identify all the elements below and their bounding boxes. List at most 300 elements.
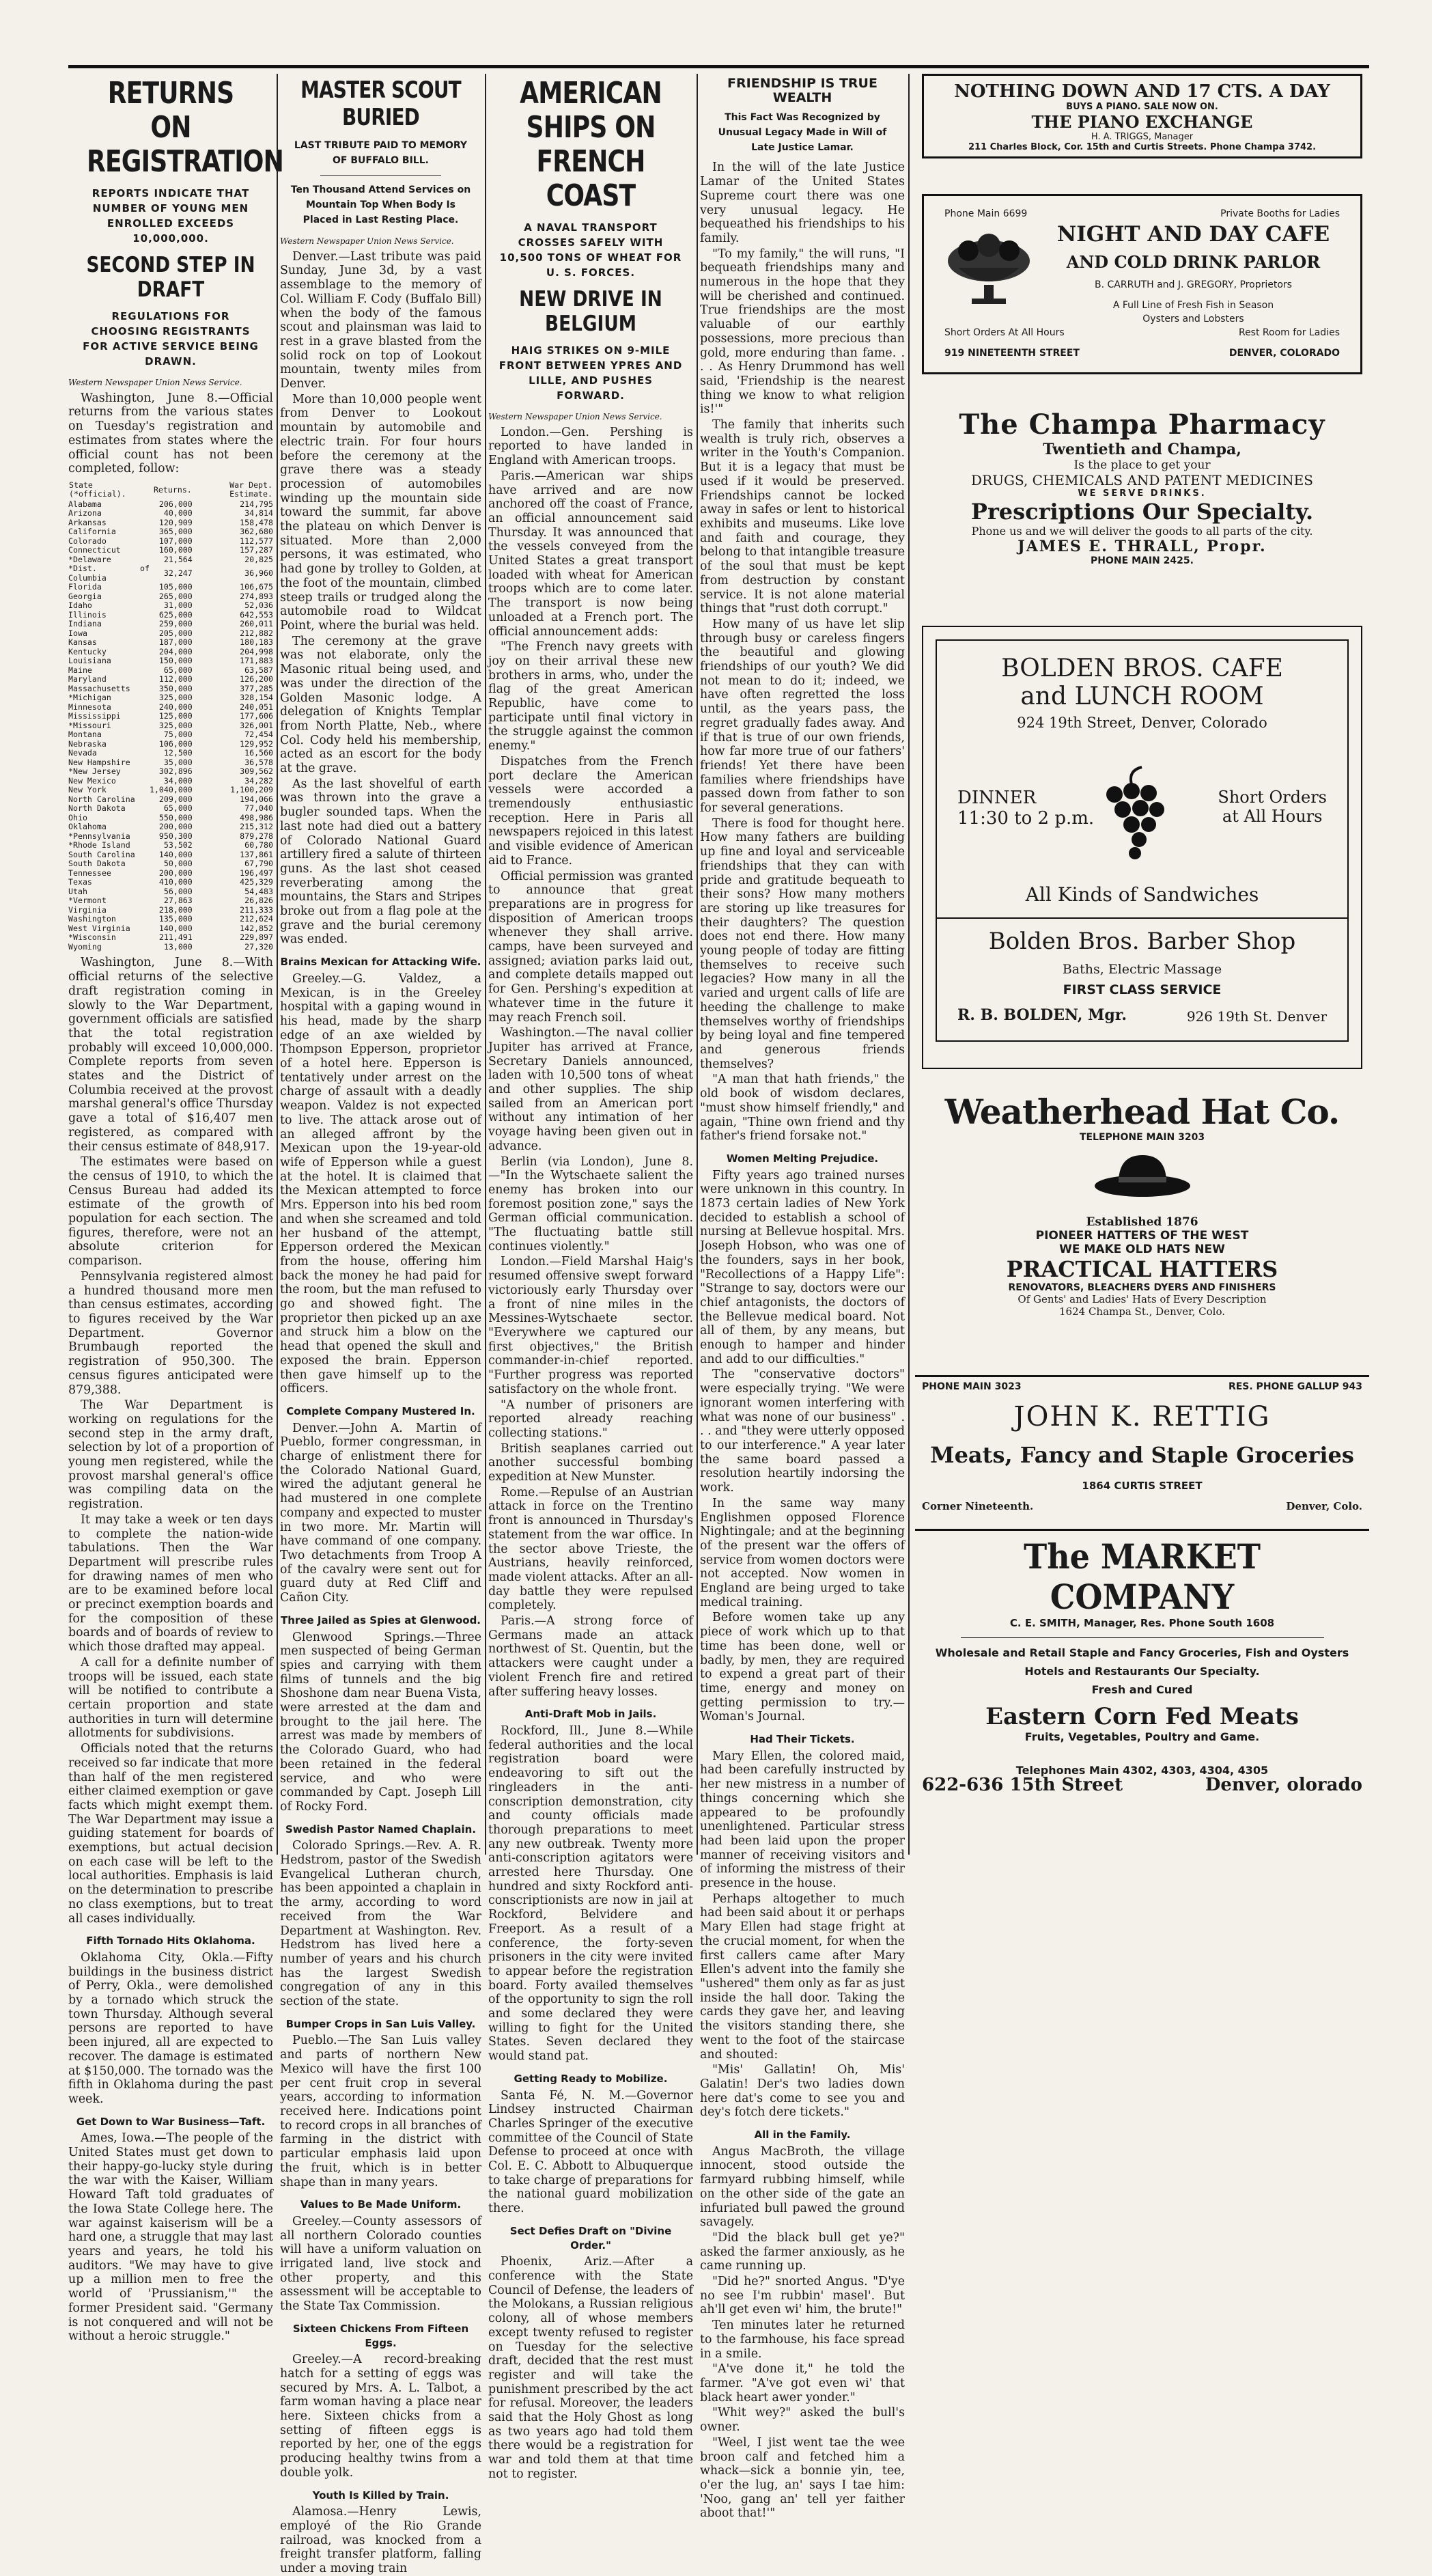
paragraph: Greeley.—G. Valdez, a Mexican, is in the Greeley hospital with a gaping wound in his head, made by the sharp edge of an axe wielded by Thompson Epperson, proprietor of a hotel here. Epperson is tentatively under arrest on the charge of assault with a deadly weapon. Valdez is not expected to live. The attack arose out of an alleged affront by the Mexican upon the 19-year-old wife of Epperson while a guest at the hotel. It is claimed that the Mexican attempted to force Mrs. Epperson into his bed room and when she screamed and told her husband of the attempt, Epperson ordered the Mexican from the house, offering him back the money he had paid for the room, but the man refused to go and showed fight. The proprietor then picked up an axe and struck him a blow on the head that opened the skull and exposed the brain. Epperson then gave himself up to the officers.: [280, 971, 481, 1396]
table-cell-state: Texas: [68, 877, 92, 887]
table-cell-estimate: 34,814: [244, 508, 273, 518]
table-cell-returns: 27,863: [163, 896, 193, 906]
table-cell-returns: 550,000: [158, 812, 193, 822]
table-row: [68, 906, 273, 915]
paragraph: It may take a week or ten days to complete the nation-wide tabulations. Then the War Department will prescribe rules for drawing names of men who are to be examined before local or precinct exemption boards and for the composition of these boards and of boards of review to which those drafted may appeal.: [68, 1512, 273, 1654]
ad-line: 211 Charles Block, Cor. 15th and Curtis Streets. Phone Champa 3742.: [968, 142, 1317, 152]
advertisements: [915, 74, 1369, 1861]
ad-market-company: [915, 1529, 1369, 1866]
ad-line: A Full Line of Fresh Fish in Season: [1112, 300, 1274, 311]
table-cell-state: New Mexico: [68, 775, 116, 786]
subhead: Had Their Tickets.: [750, 1733, 855, 1746]
table-cell-returns: 140,000: [158, 923, 193, 933]
paragraph: "Weel, I jist went tae the wee broon calf and fetched him a whack—sick a bonnie yin, tee, o'er the lug, an' says I tae him: 'Noo, gang an' tell yer faither aboot that!'": [700, 2435, 905, 2521]
ad-line: at All Hours: [1222, 807, 1323, 826]
subhead: Get Down to War Business—Taft.: [76, 2115, 266, 2128]
table-row: [68, 500, 273, 510]
ad-line: Meats, Fancy and Staple Groceries: [930, 1442, 1354, 1468]
subhead: Youth Is Killed by Train.: [312, 2489, 449, 2502]
table-cell-estimate: 36,578: [244, 757, 273, 767]
table-cell-returns: 12,500: [163, 748, 193, 758]
ad-bolden-inner: [936, 639, 1349, 1042]
table-cell-returns: 13,000: [163, 941, 193, 952]
table-cell-estimate: 67,790: [244, 859, 273, 869]
ad-champa-pharmacy: [915, 408, 1369, 613]
table-row: [68, 601, 273, 611]
table-cell-estimate: 274,893: [240, 591, 273, 601]
table-cell-returns: 218,000: [158, 904, 193, 915]
table-row: [68, 693, 273, 703]
table-row: [68, 656, 273, 666]
table-cell-returns: 105,000: [158, 582, 193, 592]
ad-line: Is the place to get your: [1073, 458, 1211, 472]
paragraph: Colorado Springs.—Rev. A. R. Hedstrom, pastor of the Swedish Evangelical Lutheran church, has been appointed a chaplain in the army, according to word received from the War Department at Washington. Rev. Hedstrom has lived here a number of years and his church has the largest Swedish congregation of any in this section of the state.: [280, 1839, 481, 2009]
ad-piano-exchange: [922, 74, 1362, 158]
table-row: [68, 509, 273, 518]
paragraph: Berlin (via London), June 8.—"In the Wytschaete salient the enemy has broken into our foremost position zone," says the German official communication. "The fluctuating battle still continues violently.": [488, 1154, 693, 1254]
table-cell-returns: 240,000: [158, 702, 193, 712]
ad-name: BOLDEN BROS. CAFE: [1001, 654, 1283, 682]
ad-line: Phone us and we will deliver the goods to all parts of the city.: [971, 525, 1313, 538]
ad-line: Rest Room for Ladies: [1238, 327, 1340, 338]
headline-new-drive: NEW DRIVE IN BELGIUM: [519, 287, 662, 336]
subhead: Fifth Tornado Hits Oklahoma.: [86, 1935, 255, 1948]
table-cell-estimate: 211,333: [240, 904, 273, 915]
table-cell-returns: 75,000: [163, 730, 193, 740]
subhead: Bumper Crops in San Luis Valley.: [285, 2017, 476, 2030]
deck: A NAVAL TRANSPORT CROSSES SAFELY WITH 10,500 TONS OF WHEAT FOR U. S. FORCES.: [499, 221, 682, 279]
table-cell-state: South Dakota: [68, 859, 126, 869]
column-american-ships: [488, 74, 693, 2481]
ad-line: 1864 CURTIS STREET: [1082, 1480, 1203, 1492]
ad-line: 622-636 15th Street: [922, 1775, 1123, 1795]
table-row: [68, 730, 273, 740]
paragraph: "A've done it," he told the farmer. "A've got even wi' that black heart awer yonder.": [700, 2362, 905, 2405]
table-cell-returns: 135,000: [158, 914, 193, 924]
headline-friendship: FRIENDSHIP IS TRUE WEALTH: [727, 76, 878, 105]
ad-line: JAMES E. THRALL, Propr.: [1017, 538, 1267, 555]
ad-line: Eastern Corn Fed Meats: [985, 1703, 1299, 1730]
subhead: Anti-Draft Mob in Jails.: [524, 1708, 657, 1721]
table-cell-state: South Carolina: [68, 849, 135, 859]
table-row: [68, 518, 273, 528]
paragraph: Official permission was granted to announce that great preparations are in progress for disposition of American troops whenever they shall arrive. camps, have been surveyed and assigned; aviation parks laid out, and complete details mapped out for Gen. Pershing's expedition at whatever time in the future it may reach French soil.: [488, 869, 693, 1025]
table-cell-estimate: 642,553: [240, 609, 273, 620]
table-cell-state: New Hampshire: [68, 757, 130, 767]
table-row: [68, 896, 273, 906]
paragraph: Greeley.—County assessors of all northern Colorado counties will have a uniform valuation on irrigated land, live stock and other property, and this assessment will be acceptable to the State Tax Commission.: [280, 2214, 481, 2314]
table-cell-state: Idaho: [68, 600, 92, 611]
table-row: [68, 721, 273, 731]
paragraph: Santa Fé, N. M.—Governor Lindsey instructed Chairman Charles Springer of the executive committee of the Council of State Defense to proceed at once with Col. E. C. Abbott to Albuquerque to take charge of preparations for the national guard mobilization there.: [488, 2088, 693, 2216]
ad-line: 926 19th St. Denver: [1186, 1008, 1327, 1025]
ad-line: Fresh and Cured: [1091, 1683, 1193, 1696]
table-cell-returns: 204,000: [158, 646, 193, 656]
ad-line: NOTHING DOWN AND 17 CTS. A DAY: [954, 81, 1330, 102]
table-cell-estimate: 16,560: [244, 748, 273, 758]
table-cell-state: New York: [68, 785, 107, 795]
ad-line: Phone Main 6699: [944, 208, 1028, 219]
table-cell-state: Utah: [68, 886, 87, 896]
table-cell-state: *Michigan: [68, 693, 111, 703]
table-row: [68, 684, 273, 694]
paragraph: Ames, Iowa.—The people of the United States must get down to their happy-go-lucky style during the war with the Kaiser, William Howard Taft told graduates of the Iowa State College here. The war against kaiserism will be a hard one, a struggle that may last years and years, he told his auditors. "We may have to give up a million men to free the world of 'Prussianism,'" the former President said. "Germany is not conquered and will not be without a heroic struggle.": [68, 2131, 273, 2344]
table-cell-estimate: 214,795: [240, 499, 273, 509]
ad-line: Corner Nineteenth.: [922, 1500, 1034, 1512]
table-cell-returns: 187,000: [158, 637, 193, 648]
column-master-scout: [280, 74, 481, 2576]
table-cell-estimate: 328,154: [240, 693, 273, 703]
ad-name: AND COLD DRINK PARLOR: [1066, 252, 1321, 272]
ad-line: Short Orders: [1218, 788, 1327, 807]
table-cell-returns: 206,000: [158, 499, 193, 509]
table-cell-returns: 21,564: [163, 554, 193, 564]
column-rule: [485, 74, 486, 1855]
table-cell-state: Ohio: [68, 812, 87, 822]
paragraph: Paris.—American war ships have arrived and are now anchored off the coast of France, an official announcement said Thursday. It was announced that the vessels conveyed from the United States a great transport loaded with wheat for American troops which are to come later. The transport is now being unloaded at a French port. The official announcement adds:: [488, 469, 693, 639]
table-cell-estimate: 52,036: [244, 600, 273, 611]
table-cell-estimate: 177,606: [240, 711, 273, 721]
ad-line: DINNER: [957, 788, 1037, 808]
table-cell-estimate: 229,897: [240, 932, 273, 943]
table-cell-state: *Dist. of Columbia: [68, 564, 150, 583]
table-cell-returns: 50,000: [163, 859, 193, 869]
ad-line: RES. PHONE GALLUP 943: [1228, 1381, 1362, 1392]
column-rule: [908, 74, 910, 1855]
table-cell-returns: 150,000: [158, 656, 193, 666]
table-row: [68, 878, 273, 887]
headline-second-step: SECOND STEP IN DRAFT: [86, 253, 255, 302]
credit-line: Western Newspaper Union News Service.: [280, 236, 454, 246]
ad-line: Of Gents' and Ladies' Hats of Every Description: [1017, 1293, 1267, 1305]
ad-line: Established 1876: [1086, 1215, 1198, 1229]
ad-line: Oysters and Lobsters: [1142, 314, 1244, 324]
table-cell-state: Georgia: [68, 591, 102, 601]
table-cell-state: Tennessee: [68, 868, 111, 878]
table-cell-state: Alabama: [68, 499, 102, 509]
ad-line: PIONEER HATTERS OF THE WEST: [1035, 1229, 1249, 1243]
paragraph: In the will of the late Justice Lamar of the United States Supreme court there was one very unusual legacy. He bequeathed his friendships to his family.: [700, 161, 905, 245]
ad-line: R. B. BOLDEN, Mgr.: [957, 1006, 1127, 1024]
newspaper-page: [68, 65, 1369, 2576]
paragraph: "To my family," the will runs, "I bequeath friendships many and numerous in the hope that they will be cherished and continued. True friendships are the most valuable of our earthly possessions, more precious than gold, more enduring than fame. . . . As Henry Drummond has well said, 'Friendship is the nearest thing we know to what religion is!'": [700, 247, 905, 417]
table-header: War Dept. Estimate.: [229, 480, 272, 499]
paragraph: "The French navy greets with joy on their arrival these new brothers in arms, who, under the flag of the great American Republic, have come to participate until final victory in the struggle against the common enemy.": [488, 640, 693, 753]
table-cell-estimate: 212,624: [240, 914, 273, 924]
table-cell-returns: 125,000: [158, 711, 193, 721]
paragraph: How many of us have let slip through busy or careless fingers the beautiful and glowing friendships of our youth? We did not mean to do it; indeed, we have often regretted the loss until, as the years pass, the regret gradually fades away. And if that is true of our own friends, how far more true of our fathers' friends! Yet there have been families where friendships have passed down from father to son for several generations.: [700, 617, 905, 816]
paragraph: The estimates were based on the census of 1910, to which the Census Bureau had added its estimate of the growth of population for each section. The figures, therefore, were not an absolute criterion for comparison.: [68, 1155, 273, 1269]
table-row: [68, 712, 273, 721]
table-cell-state: Maine: [68, 665, 92, 675]
table-cell-returns: 211,491: [158, 932, 193, 943]
paragraph: As the last shovelful of earth was thrown into the grave a bugler sounded taps. When the last note had died out a battery of Colorado National Guard artillery fired a salute of thirteen guns. As the last shot ceased reverberating among the mountains, the Stars and Stripes broke out from a flag pole at the grave and the burial ceremony was ended.: [280, 777, 481, 947]
paragraph: The ceremony at the grave was not elaborate, only the Masonic ritual being used, and was under the direction of the Golden Masonic lodge. A delegation of Knights Templar from North Platte, Neb., where Col. Cody held his membership, acted as an escort for the body at the grave.: [280, 634, 481, 776]
divider: [320, 175, 441, 176]
table-cell-state: Arkansas: [68, 517, 107, 527]
subhead: Values to Be Made Uniform.: [300, 2198, 462, 2211]
table-cell-estimate: 309,562: [240, 766, 273, 777]
headline-returns: RETURNS ON REGISTRATION: [87, 76, 284, 179]
ad-weatherhead-hat: [915, 1092, 1369, 1379]
ad-line: B. CARRUTH and J. GREGORY, Proprietors: [1095, 279, 1292, 290]
paragraph: A call for a definite number of troops will be issued, each state will be notified to contribute a certain proportion and state authorities in turn will determine allotments for subdivisions.: [68, 1655, 273, 1741]
table-cell-returns: 1,040,000: [149, 785, 193, 795]
credit-line: Western Newspaper Union News Service.: [488, 412, 662, 421]
table-cell-state: Florida: [68, 582, 102, 592]
ad-name: Weatherhead Hat Co.: [944, 1092, 1340, 1132]
paragraph: Denver.—John A. Martin of Pueblo, former congressman, in charge of enlistment there for the Colorado National Guard, wired the adjutant general he had mustered in one complete company and expected to muster in two more. Mr. Martin will have command of one company. Two detachments from Troop A of the cavalry were sent out for guard duty at Red Cliff and Cañon City.: [280, 1421, 481, 1605]
paragraph: "A man that hath friends," the old book of wisdom declares, "must show himself friendly," and again, "Thine own friend and thy father's friend forsake not.": [700, 1072, 905, 1144]
table-cell-estimate: 20,825: [244, 554, 273, 564]
table-cell-returns: 200,000: [158, 868, 193, 878]
table-cell-returns: 112,000: [158, 674, 193, 684]
table-row: [68, 592, 273, 602]
hat-icon: [1091, 1148, 1194, 1210]
table-cell-state: *Delaware: [68, 554, 111, 564]
table-cell-estimate: 260,011: [240, 619, 273, 629]
ad-line: DENVER, COLORADO: [1229, 348, 1340, 359]
table-row: [68, 740, 273, 749]
table-cell-returns: 950,300: [158, 831, 193, 841]
deck-returns: REPORTS INDICATE THAT NUMBER OF YOUNG MEN ENROLLED EXCEEDS 10,000,000.: [92, 187, 250, 245]
table-row: [68, 850, 273, 860]
table-cell-returns: 65,000: [163, 803, 193, 814]
deck: This Fact Was Recognized by Unusual Legacy Made in Will of Late Justice Lamar.: [718, 112, 887, 154]
ad-line: Twentieth and Champa,: [1043, 441, 1241, 458]
paragraph: Dispatches from the French port declare the American vessels were accorded a tremendously enthusiastic reception. Here in Paris all newspapers rejoiced in this latest and visible evidence of American aid to France.: [488, 754, 693, 868]
table-cell-returns: 53,502: [163, 840, 193, 850]
ad-line: Private Booths for Ladies: [1220, 208, 1340, 219]
paragraph: Alamosa.—Henry Lewis, employé of the Rio Grande railroad, was knocked from a freight transfer platform, falling under a moving train: [280, 2505, 481, 2576]
table-cell-estimate: 60,780: [244, 840, 273, 850]
table-row: [68, 648, 273, 657]
ad-night-and-day-cafe: [922, 194, 1362, 374]
table-cell-returns: 35,000: [163, 757, 193, 767]
subhead: Brains Mexican for Attacking Wife.: [280, 956, 481, 969]
table-cell-state: Virginia: [68, 904, 107, 915]
table-cell-estimate: 106,675: [240, 582, 273, 592]
table-cell-estimate: 158,478: [240, 517, 273, 527]
ad-line: 1624 Champa St., Denver, Colo.: [1059, 1305, 1225, 1318]
registration-table: [68, 480, 273, 952]
table-cell-returns: 265,000: [158, 591, 193, 601]
table-cell-estimate: 425,329: [240, 877, 273, 887]
paragraph: "A number of prisoners are reported already reaching collecting stations.": [488, 1398, 693, 1440]
ad-line: Denver, Colo.: [1286, 1500, 1362, 1512]
ad-line: PHONE MAIN 3023: [922, 1381, 1022, 1392]
table-row: [68, 583, 273, 592]
divider: [937, 917, 1347, 919]
table-cell-returns: 140,000: [158, 849, 193, 859]
paragraph: The family that inherits such wealth is truly rich, observes a writer in the Youth's Companion. But it is a legacy that must be used if it would be preserved. Friendships cannot be locked away in safes or lent to historical exhibits and museums. Like love and faith and courage, they belong to that intangible treasure of the soul that must be kept from destruction by constant service. It is not alone material things that "rust doth corrupt.": [700, 418, 905, 616]
table-row: [68, 786, 273, 795]
table-cell-estimate: 129,952: [240, 738, 273, 749]
table-row: [68, 564, 273, 583]
table-cell-estimate: 196,497: [240, 868, 273, 878]
paragraph: London.—Field Marshal Haig's resumed offensive swept forward victoriously early Thursday over a front of nine miles in the Messines-Wytschaete sector. "Everywhere we captured our first objectives," the British commander-in-chief reported. "Further progress was reported satisfactory on the whole front.: [488, 1255, 693, 1396]
table-cell-state: North Dakota: [68, 803, 126, 814]
table-row: [68, 638, 273, 648]
table-row: [68, 703, 273, 712]
subhead: Sect Defies Draft on "Divine Order.": [509, 2224, 672, 2252]
subhead: Complete Company Mustered In.: [286, 1404, 475, 1417]
subhead: Swedish Pastor Named Chaplain.: [285, 1823, 477, 1836]
deck: Ten Thousand Attend Services on Mountain Top When Body Is Placed in Last Resting Place.: [290, 184, 471, 225]
table-cell-estimate: 240,051: [240, 702, 273, 712]
table-row: [68, 933, 273, 943]
table-cell-estimate: 157,287: [240, 545, 273, 555]
deck-second-step: REGULATIONS FOR CHOOSING REGISTRANTS FOR ACTIVE SERVICE BEING DRAWN.: [83, 310, 259, 368]
paragraph: Before women take up any piece of work which up to that time has been done, well or badly, by men, they are required to expend a great part of their time, energy and money on getting permission to try.—Woman's Journal.: [700, 1611, 905, 1724]
ad-line: Wholesale and Retail Staple and Fancy Groceries, Fish and Oysters: [935, 1646, 1349, 1659]
paragraph: British seaplanes carried out another successful bombing expedition at New Munster.: [488, 1441, 693, 1484]
ad-line: Hotels and Restaurants Our Specialty.: [1024, 1665, 1260, 1678]
table-cell-state: Connecticut: [68, 545, 121, 555]
table-cell-state: Washington: [68, 914, 116, 924]
paragraph: Mary Ellen, the colored maid, had been carefully instructed by her new mistress in a number of things concerning which she appeared to be profoundly unenlightened. Particular stress had been laid upon the proper manner of receiving visitors and of informing the mistress of their presence in the house.: [700, 1749, 905, 1891]
table-cell-estimate: 63,587: [244, 665, 273, 675]
table-cell-returns: 32,247: [163, 568, 193, 579]
table-cell-estimate: 142,852: [240, 923, 273, 933]
ad-line: 924 19th Street, Denver, Colorado: [1017, 715, 1267, 731]
paragraph: More than 10,000 people went from Denver to Lookout mountain by automobile and electric train. For four hours before the ceremony at the grave there was a steady procession of automobiles winding up the mountain side toward the summit, far above the plateau on which Denver is situated. More than 2,000 persons, it was estimated, who had gone by trolley to Golden, at the foot of the mountain, climbed steep trails or trudged along the automobile road to Wildcat Point, where the burial was held.: [280, 392, 481, 633]
ad-bolden-bros: [922, 626, 1362, 1069]
table-cell-estimate: 879,278: [240, 831, 273, 841]
ad-line: FIRST CLASS SERVICE: [1063, 982, 1222, 997]
table-cell-state: North Carolina: [68, 794, 135, 804]
table-cell-returns: 209,000: [158, 794, 193, 804]
table-cell-state: Mississippi: [68, 711, 121, 721]
ad-line: DRUGS, CHEMICALS AND PATENT MEDICINES: [971, 472, 1313, 488]
ad-line: Denver, olorado: [1205, 1775, 1362, 1795]
paragraph: The War Department is working on regulations for the second step in the army draft, selection by lot of a proportion of young men registered, while the provost marshal general's office was compiling data on the registration.: [68, 1398, 273, 1512]
table-row: [68, 822, 273, 832]
table-cell-returns: 365,000: [158, 527, 193, 537]
table-cell-returns: 325,000: [158, 693, 193, 703]
table-cell-returns: 107,000: [158, 536, 193, 546]
table-cell-state: Illinois: [68, 609, 107, 620]
table-cell-state: Nevada: [68, 748, 97, 758]
table-row: [68, 611, 273, 620]
table-cell-state: West Virginia: [68, 923, 130, 933]
table-cell-estimate: 1,100,209: [230, 785, 273, 795]
subhead: Three Jailed as Spies at Glenwood.: [281, 1614, 481, 1626]
table-cell-state: Nebraska: [68, 738, 107, 749]
table-cell-returns: 259,000: [158, 619, 193, 629]
table-cell-state: *New Jersey: [68, 766, 121, 777]
deck: HAIG STRIKES ON 9-MILE FRONT BETWEEN YPRES AND LILLE, AND PUSHES FORWARD.: [499, 344, 683, 402]
paragraph: "Mis' Gallatin! Oh, Mis' Galatin! Der's two ladies down here dat's come to see you and dey's fotch dere tickets.": [700, 2063, 905, 2120]
table-cell-state: Minnesota: [68, 702, 111, 712]
paragraph: Pennsylvania registered almost a hundred thousand more men than census estimates, according to figures received by the War Department. Governor Brumbaugh reported the registration of 950,300. The census figures anticipated were 879,388.: [68, 1269, 273, 1397]
ad-line: Baths, Electric Massage: [1062, 962, 1222, 977]
table-cell-estimate: 171,883: [240, 656, 273, 666]
table-cell-state: Montana: [68, 730, 102, 740]
fruit-bowl-icon: [938, 223, 1040, 312]
table-cell-state: Kansas: [68, 637, 97, 648]
table-cell-returns: 410,000: [158, 877, 193, 887]
table-cell-returns: 34,000: [163, 775, 193, 786]
table-cell-estimate: 498,986: [240, 812, 273, 822]
table-cell-returns: 56,000: [163, 886, 193, 896]
ad-line: TELEPHONE MAIN 3203: [1079, 1132, 1205, 1143]
ad-line: BUYS A PIANO. SALE NOW ON.: [1066, 102, 1218, 112]
table-cell-returns: 625,000: [158, 609, 193, 620]
ad-line: RENOVATORS, BLEACHERS DYERS AND FINISHERS: [1008, 1282, 1276, 1293]
table-row: [68, 887, 273, 897]
table-header: Returns.: [153, 484, 192, 495]
table-cell-estimate: 36,960: [244, 568, 273, 579]
table-row: [68, 804, 273, 814]
ad-name: The Champa Pharmacy: [959, 408, 1325, 441]
paragraph: "Whit wey?" asked the bull's owner.: [700, 2406, 905, 2435]
table-cell-returns: 106,000: [158, 738, 193, 749]
divider: [961, 1637, 1324, 1638]
ad-line: Short Orders At All Hours: [944, 327, 1065, 338]
table-row: [68, 915, 273, 924]
headline-master-scout: MASTER SCOUT BURIED: [300, 77, 461, 131]
paragraph: There is food for thought here. How many fathers are building up fine and loyal and serviceable friendships that they can with pride and gratitude bequeath to their sons? How many mothers are storing up like treasures for their daughters? The question does not end there. How many young people of today are fitting themselves to receive such legacies? How many in all the varied and urgent calls of life are heeding the challenge to make themselves worthy of friendships by being loyal and fine tempered and generous friends themselves?: [700, 816, 905, 1071]
table-cell-estimate: 27,320: [244, 941, 273, 952]
grapes-icon: [1094, 767, 1176, 870]
table-cell-state: Oklahoma: [68, 822, 107, 832]
paragraph: Fifty years ago trained nurses were unknown in this country. In 1873 certain ladies of New York decided to establish a school of nursing at Bellevue hospital. Mrs. Joseph Hobson, who was one of the founders, says in her book, "Recollections of a Happy Life": "Strange to say, doctors were our chief antagonists, the doctors of the Bellevue medical board. Not all of them, by any means, but enough to hamper and hinder and add to our difficulties.": [700, 1168, 905, 1366]
table-cell-estimate: 215,312: [240, 822, 273, 832]
short-orders-block: [1218, 788, 1327, 826]
table-cell-state: *Rhode Island: [68, 840, 130, 850]
deck: LAST TRIBUTE PAID TO MEMORY OF BUFFALO BILL.: [294, 140, 468, 166]
table-header: State (*official).: [69, 480, 126, 499]
table-cell-state: Maryland: [68, 674, 107, 684]
table-row: [68, 795, 273, 805]
ad-line: Fruits, Vegetables, Poultry and Game.: [1024, 1730, 1260, 1743]
table-cell-estimate: 194,066: [240, 794, 273, 804]
table-row: [68, 620, 273, 629]
table-row: [68, 859, 273, 869]
table-cell-state: Arizona: [68, 508, 102, 518]
paragraph: "Did the black bull get ye?" asked the farmer anxiously, as he came running up.: [700, 2230, 905, 2273]
paragraph: Glenwood Springs.—Three men suspected of being German spies and carrying with them films of tunnels and the big Shoshone dam near Buena Vista, were arrested at the dam and brought to the jail here. The arrest was made by members of the Colorado Guard, who had been retained in the federal service, and who were commanded by Capt. Joseph Lill of Rocky Ford.: [280, 1630, 481, 1814]
ad-name: and LUNCH ROOM: [1020, 682, 1264, 710]
table-cell-state: Louisiana: [68, 656, 111, 666]
table-cell-estimate: 362,680: [240, 527, 273, 537]
paragraph: Angus MacBroth, the village innocent, stood outside the farmyard rubbing himself, while on the other side of the gate an infuriated bull pawed the ground savagely.: [700, 2144, 905, 2230]
paragraph: Ten minutes later he returned to the farmhouse, his face spread in a smile.: [700, 2318, 905, 2361]
subhead: Getting Ready to Mobilize.: [514, 2072, 668, 2085]
table-cell-state: *Pennsylvania: [68, 831, 130, 841]
paragraph: Greeley.—A record-breaking hatch for a setting of eggs was secured by Mrs. A. L. Talbot, a farm woman having a place near here. Sixteen chicks from a setting of fifteen eggs is reported by her, one of the eggs producing healthy twins from a double yolk.: [280, 2353, 481, 2480]
paragraph: Pueblo.—The San Luis valley and parts of northern New Mexico will have the first 100 per cent fruit crop in several years, according to information received here. Indications point to record crops in all branches of farming in the district with particular emphasis laid upon the fruit, which is in better shape than in many years.: [280, 2034, 481, 2189]
paragraph: Washington, June 8.—Official returns from the various states on Tuesday's registration and estimates from states where the official count has not been completed, follow:: [68, 391, 273, 476]
ad-line: C. E. SMITH, Manager, Res. Phone South 1608: [1009, 1617, 1275, 1629]
table-row: [68, 924, 273, 934]
column-registration: [68, 74, 284, 2344]
paragraph: Paris.—A strong force of Germans made an attack northwest of St. Quentin, but the attackers were caught under a violent French fire and retired after suffering heavy losses.: [488, 1614, 693, 1699]
headline-american-ships: AMERICAN SHIPS ON FRENCH COAST: [520, 76, 662, 213]
table-row: [68, 767, 273, 777]
table-cell-state: *Wisconsin: [68, 932, 116, 943]
ad-line: Prescriptions Our Specialty.: [970, 499, 1314, 525]
table-row: [68, 832, 273, 842]
paragraph: Rockford, Ill., June 8.—While federal authorities and the local registration board were endeavoring to sift out the ringleaders in the anti-conscription demonstration, city and county officials made thorough preparations to meet any new outbreak. Twenty more anti-conscription agitators were arrested here Thursday. One hundred and sixty Rockford anti-conscriptionists are now in jail at Rockford, Belvidere and Freeport. As a result of a conference, the forty-seven prisoners in the city were invited to appear before the registration board. Forty availed themselves of the opportunity to sign the roll and some declared they were willing to fight for the United States. Seven declared they would stand pat.: [488, 1723, 693, 2064]
table-cell-state: Colorado: [68, 536, 107, 546]
table-row: [68, 841, 273, 850]
paragraph: London.—Gen. Pershing is reported to have landed in England with American troops.: [488, 425, 693, 468]
ad-line: PRACTICAL HATTERS: [1006, 1256, 1278, 1282]
ad-line: Telephones Main 4302, 4303, 4304, 4305: [1015, 1764, 1269, 1777]
paragraph: Oklahoma City, Okla.—Fifty buildings in the business district of Perry, Okla., were demolished by a tornado which struck the town Thursday. Although several persons are reported to have been injured, all are expected to recover. The damage is estimated at $150,000. The tornado was the fifth in Oklahoma during the past week.: [68, 1950, 273, 2106]
